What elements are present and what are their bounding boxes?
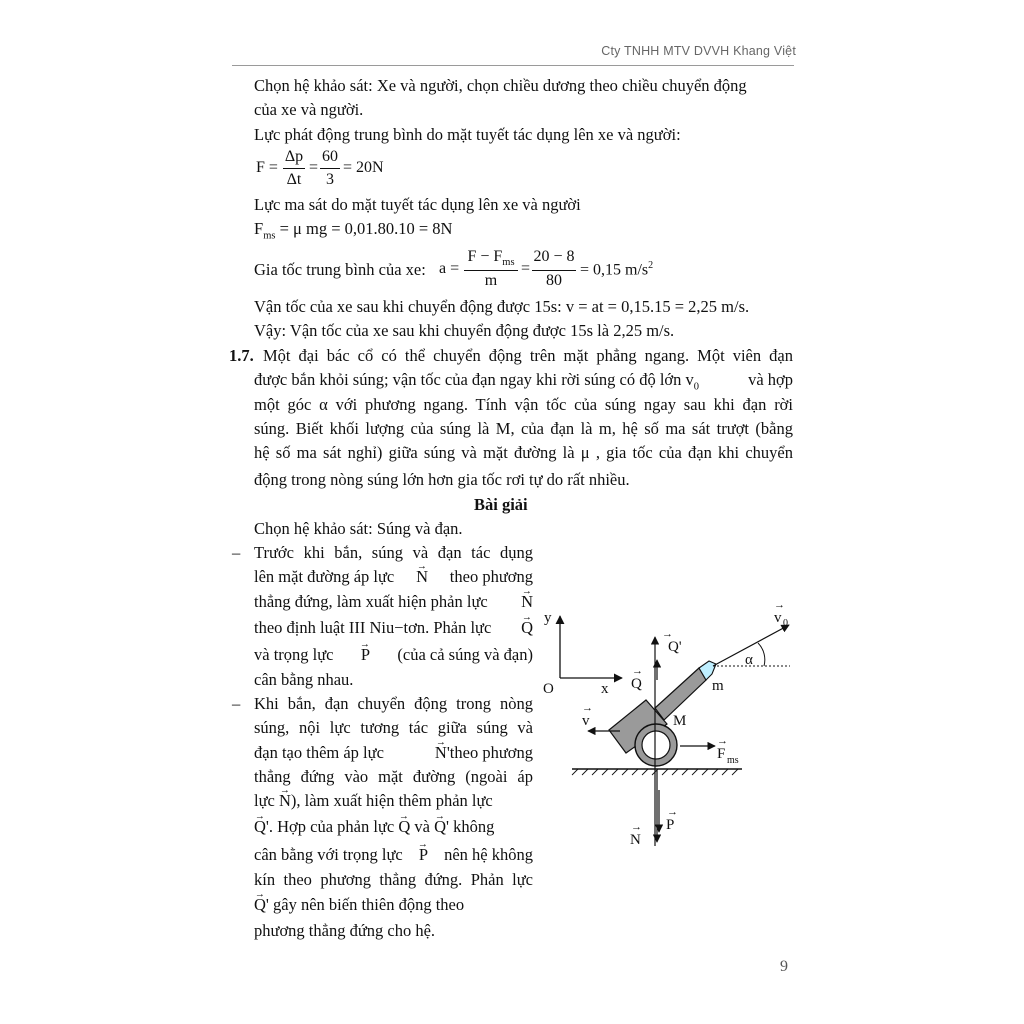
text-line: Lực ma sát do mặt tuyết tác dụng lên xe và người [254,195,581,214]
text-line: phương thẳng đứng cho hệ. [254,921,436,940]
text-line: thẳng đứng vào mặt đường (ngoài áp [254,767,533,786]
vec-mark: → [632,665,643,677]
text-line: Vận tốc của xe sau khi chuyển động được 15s: v = at = 0,15.15 = 2,25 m/s. [254,297,750,316]
text-line: của xe và người. [254,100,364,119]
text-line: được bắn khỏi súng; vận tốc của đạn ngay khi rời súng có độ lớn $v_0$ và hợp [254,370,793,393]
v0-subscript: 0 [783,618,788,629]
header-rule [232,65,794,66]
text-line: hệ số ma sát nghỉ) giữa súng và mặt đường là μ , gia tốc của đạn khi chuyển [254,443,793,462]
vec-mark: → [717,735,728,747]
text-line: thẳng đứng, làm xuất hiện phản lực → N [254,592,533,612]
text-line: lên mặt đường áp lực → N theo phương [254,567,533,587]
cannon-diagram [540,600,800,860]
text-line: súng, nội lực tương tác giữa súng và [254,718,533,737]
text-line: → Q' gây nên biến thiên động theo [254,895,464,915]
text-line: theo định luật III Niu−tơn. Phản lực → Q [254,618,533,638]
text-line: kín theo phương thẳng đứng. Phản lực [254,870,533,889]
bullet-dash: – [232,543,241,562]
bullet-dash: – [232,694,241,713]
f-label: F [717,746,726,762]
text-line: Khi bắn, đạn chuyển động trong nòng [254,694,533,713]
text-line: động trong nòng súng lớn hơn gia tốc rơi tự do rất nhiều. [254,470,630,489]
q-label: Q [631,676,642,692]
text-line: và trọng lực → P (của cả súng và đạn) [254,645,533,665]
text-line: Vậy: Vận tốc của xe sau khi chuyển động được 15s là 2,25 m/s. [254,321,675,340]
text-line: Một đại bác cổ có thể chuyển động trên mặt phẳng ngang. Một viên đạn [263,346,793,365]
text-line: cân bằng với trọng lực → P nên hệ không [254,845,533,865]
f-subscript: ms [727,755,739,766]
vec-mark: → [667,806,678,818]
text-line: lực → N), làm xuất hiện thêm phản lực [254,791,493,811]
v-label: v [582,713,590,729]
origin-label: O [543,681,554,697]
solution-title: Bài giải [474,495,528,514]
text-line: một góc α với phương ngang. Tính vận tốc của súng ngay sau khi đạn rời [254,395,793,414]
p-label: P [666,817,675,833]
v0-label: v [774,610,782,626]
y-label: y [544,610,552,626]
x-label: x [601,681,609,697]
alpha-label: α [745,652,753,668]
n-label: N [630,832,641,848]
vec-mark: → [662,628,673,640]
text-line: Chọn hệ khảo sát: Súng và đạn. [254,519,463,538]
vec-mark: → [631,821,642,833]
M-label: M [673,713,687,729]
text-line: Lực phát động trung bình do mặt tuyết tác dụng lên xe và người: [254,125,681,144]
vec-mark: → [774,600,785,611]
text-line: Trước khi bắn, súng và đạn tác dụng [254,543,533,562]
q-prime-label: Q' [668,639,682,655]
page-number: 9 [780,958,788,975]
text-line: súng. Biết khối lượng của súng là M, của đạn là m, hệ số ma sát trượt (bằng [254,419,793,438]
m-label: m [712,678,724,694]
running-header: Cty TNHH MTV DVVH Khang Việt [601,44,796,58]
formula-friction: $F_{ms} = \mu$ mg = 0,01.80.10 = 8N [254,219,453,242]
text-line: Chọn hệ khảo sát: Xe và người, chọn chiều dương theo chiều chuyển động [254,76,747,95]
text-line: đạn tạo thêm áp lực → N'theo phương [254,743,533,763]
text-line: cân bằng nhau. [254,670,354,689]
vec-mark: → [582,702,593,714]
text-line: → Q'. Hợp của phản lực → Q và → Q' không [254,817,494,837]
alpha-arc [758,643,765,666]
problem-number: 1.7. [229,346,254,365]
